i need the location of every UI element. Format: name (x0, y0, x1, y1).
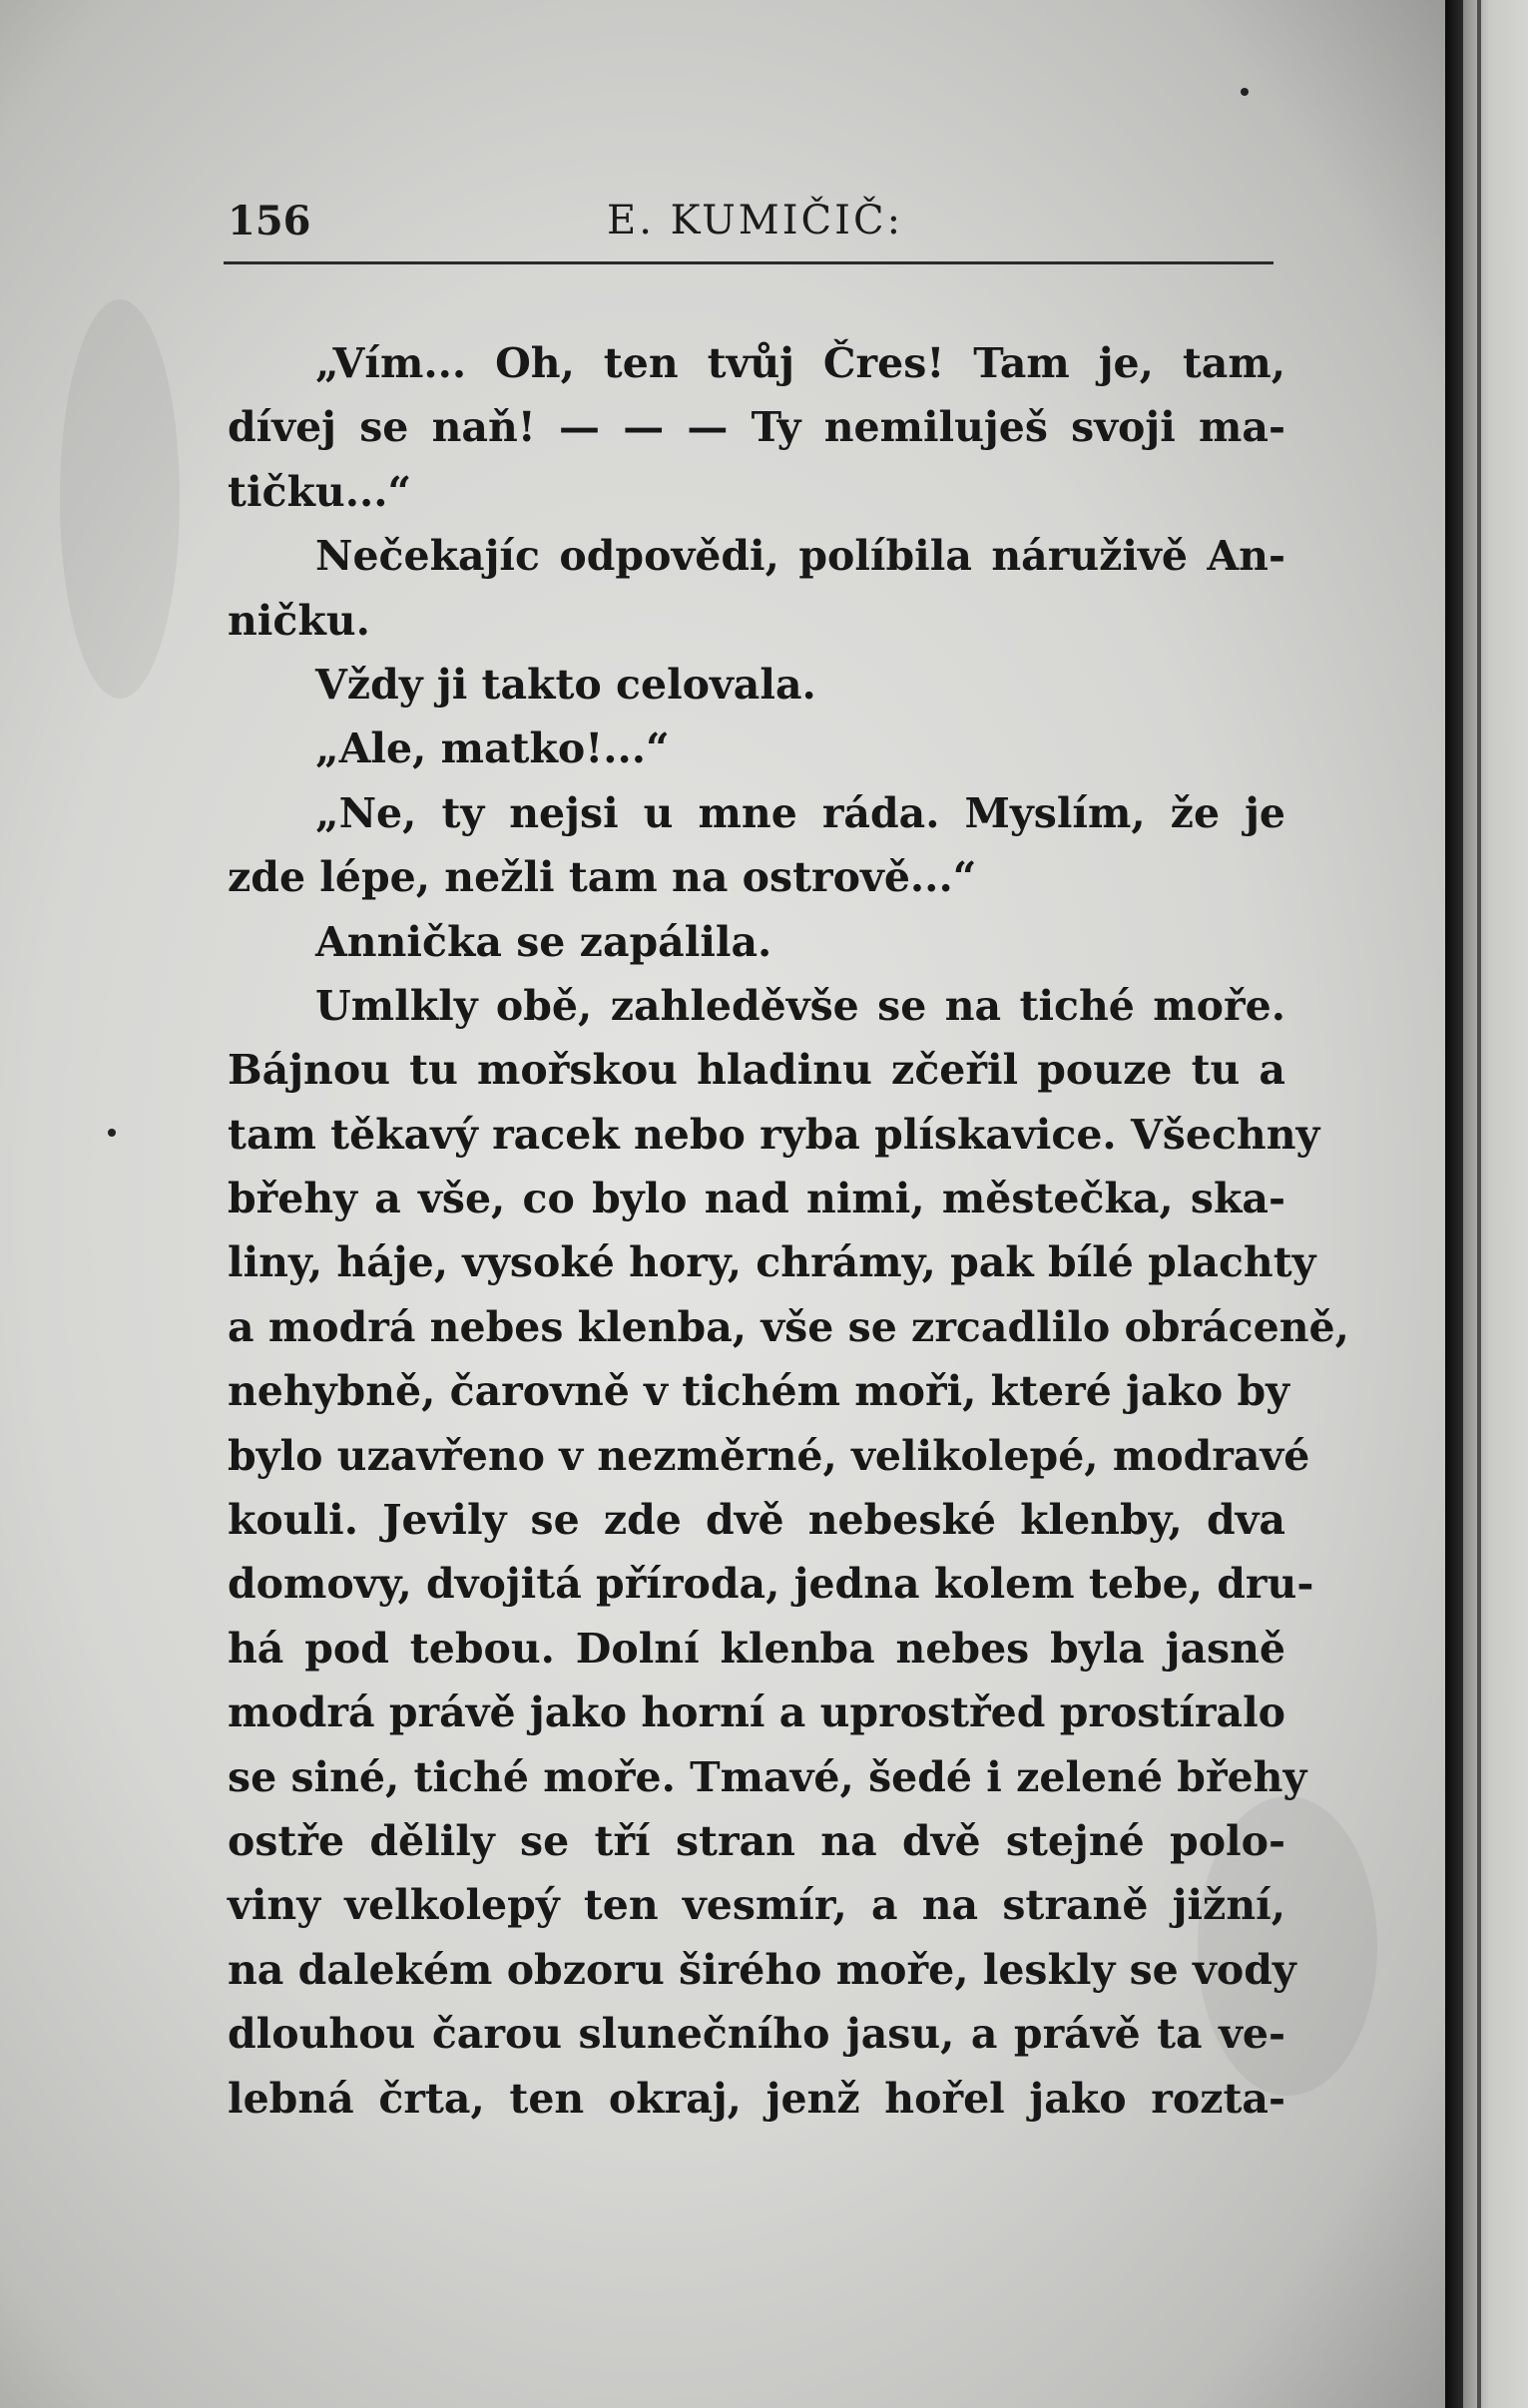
running-head: E. KUMIČIČ: (607, 198, 904, 243)
adjacent-page-rule (1477, 0, 1481, 2408)
text-line: ničku. (228, 596, 370, 645)
text-line: zde lépe, nežli tam na ostrově...“ (228, 853, 977, 902)
text-line: „Ale, matko!...“ (315, 724, 670, 773)
text-line: modrá právě jako horní a uprostřed prostíralo (228, 1688, 1285, 1737)
body-text (228, 331, 1349, 2131)
text-line: na dalekém obzoru širého moře, leskly se vody (228, 1945, 1296, 1994)
text-line: domovy, dvojitá příroda, jedna kolem tebe, dru- (228, 1560, 1314, 1609)
text-line: Vždy ji takto celovala. (315, 660, 816, 709)
page-header (228, 198, 1273, 257)
ink-speck (108, 1129, 116, 1137)
page-number: 156 (228, 198, 311, 244)
text-line: nehybně, čarovně v tichém moři, které jako by (228, 1367, 1289, 1416)
text-line: Umlkly obě, zahleděvše se na tiché moře. (315, 981, 1285, 1030)
text-line: dívej se naň! — — — Ty nemiluješ svoji ma- (228, 403, 1285, 452)
text-line: kouli. Jevily se zde dvě nebeské klenby, dva (228, 1496, 1285, 1545)
text-line: tam těkavý racek nebo ryba plískavice. Všechny (228, 1110, 1320, 1159)
text-line: a modrá nebes klenba, vše se zrcadlilo obráceně, (228, 1302, 1349, 1351)
text-line: tičku...“ (228, 467, 412, 516)
text-line: „Ne, ty nejsi u mne ráda. Myslím, že je (315, 788, 1285, 837)
text-line: dlouhou čarou slunečního jasu, a právě ta ve- (228, 2010, 1285, 2059)
text-line: „Vím... Oh, ten tvůj Čres! Tam je, tam, (315, 339, 1285, 387)
text-line: bylo uzavřeno v nezměrné, velikolepé, modravé (228, 1431, 1310, 1480)
text-line: Nečekajíc odpovědi, políbila náruživě An- (315, 532, 1285, 581)
text-line: viny velkolepý ten vesmír, a na straně jižní, (228, 1881, 1285, 1930)
text-line: liny, háje, vysoké hory, chrámy, pak bílé plachty (228, 1238, 1316, 1287)
text-line: lebná črta, ten okraj, jenž hořel jako rozta- (228, 2074, 1285, 2123)
text-line: há pod tebou. Dolní klenba nebes byla jasně (228, 1624, 1285, 1673)
text-line: Annička se zapálila. (315, 917, 772, 966)
text-line: se siné, tiché moře. Tmavé, šedé i zelené břehy (228, 1752, 1307, 1801)
page-gutter-shadow (1445, 0, 1463, 2408)
paper-stain (60, 299, 180, 699)
header-rule (224, 261, 1273, 264)
text-line: Bájnou tu mořskou hladinu zčeřil pouze tu a (228, 1046, 1285, 1095)
adjacent-page-edge (1463, 0, 1528, 2408)
text-line: břehy a vše, co bylo nad nimi, městečka, ska- (228, 1175, 1285, 1223)
ink-speck (1241, 88, 1249, 96)
text-line: ostře dělily se tří stran na dvě stejné polo- (228, 1816, 1285, 1865)
